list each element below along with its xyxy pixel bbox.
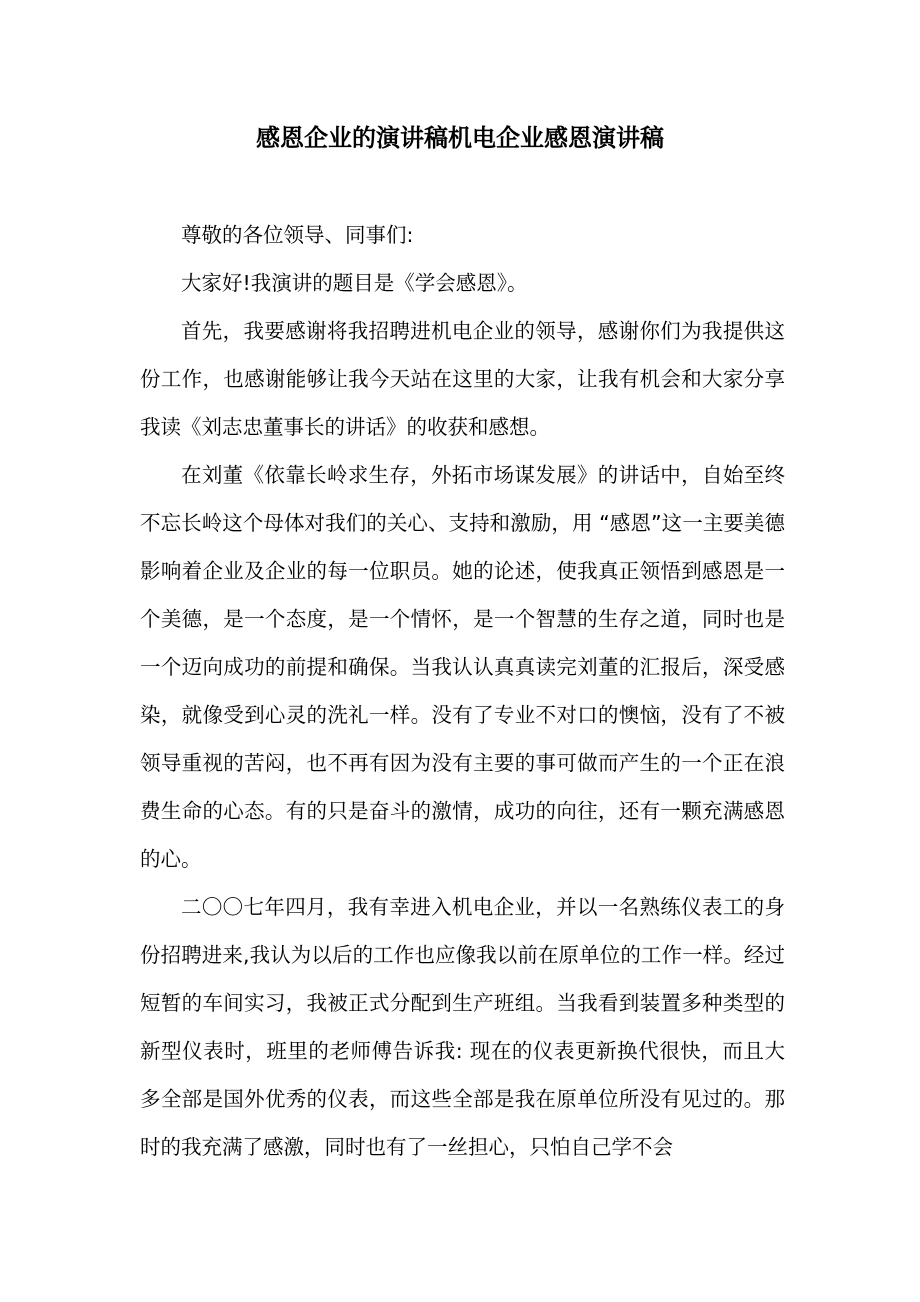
salutation-paragraph: 尊敬的各位领导、同事们:: [181, 223, 414, 247]
document-body: [140, 211, 785, 1171]
greeting-paragraph: 大家好!我演讲的题目是《学会感恩》。: [181, 271, 528, 295]
body-paragraph-2: 在刘董《依靠长岭求生存，外拓市场谋发展》的讲话中，自始至终不忘长岭这个母体对我们的关心、支持和激励，用 “感恩”这一主要美德影响着企业及企业的每一位职员。她的论述，使我真正领悟到感恩是一个美德，是一个态度，是一个情怀，是一个智慧的生存之道，同时也是一个迈向成功的前提和确保。当我认认真真读完刘董的汇报后，深受感染，就像受到心灵的洗礼一样。没有了专业不对口的懊恼，没有了不被领导重视的苦闷，也不再有因为没有主要的事可做而产生的一个正在浪费生命的心态。有的只是奋斗的激情，成功的向往，还有一颗充满感恩的心。: [140, 463, 785, 871]
body-paragraph-3: 二〇〇七年四月，我有幸进入机电企业，并以一名熟练仪表工的身份招聘进来,我认为以后的工作也应像我以前在原单位的工作一样。经过短暂的车间实习，我被正式分配到生产班组。当我看到装置多种类型的新型仪表时，班里的老师傅告诉我: 现在的仪表更新换代很快，而且大多全部是国外优秀的仪表，而这些全部是我在原单位所没有见过的。那时的我充满了感激，同时也有了一丝担心，只怕自己学不会: [140, 895, 785, 1159]
body-paragraph-1: 首先，我要感谢将我招聘进机电企业的领导，感谢你们为我提供这份工作，也感谢能够让我今天站在这里的大家，让我有机会和大家分享我读《刘志忠董事长的讲话》的收获和感想。: [140, 319, 785, 439]
document-title: 感恩企业的演讲稿机电企业感恩演讲稿: [256, 124, 664, 152]
